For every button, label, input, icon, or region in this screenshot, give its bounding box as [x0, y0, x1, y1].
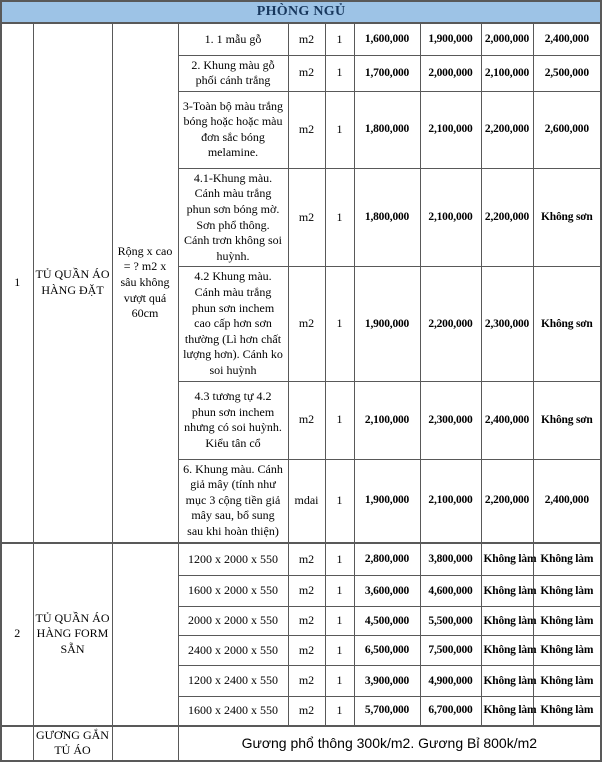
quantity-cell: 1 — [325, 576, 354, 607]
price-cell: 3,600,000 — [354, 576, 420, 607]
price-cell: 2,200,000 — [420, 267, 481, 381]
item-name-cell: GƯƠNG GẮN TỦ ÁO — [33, 726, 112, 761]
price-cell: 1,900,000 — [354, 267, 420, 381]
price-cell: 4,500,000 — [354, 607, 420, 636]
unit-cell: m2 — [288, 697, 325, 726]
stt-cell: 2 — [1, 543, 33, 726]
price-cell: 2,100,000 — [354, 381, 420, 459]
price-cell: Không làm — [481, 576, 533, 607]
price-cell: Không làm — [533, 636, 601, 666]
table-row — [1, 23, 601, 55]
price-cell: Không làm — [533, 666, 601, 697]
price-cell: 2,200,000 — [481, 459, 533, 542]
unit-cell: m2 — [288, 267, 325, 381]
size-spec-cell — [112, 543, 178, 726]
item-name-cell: TỦ QUẦN ÁO HÀNG FORM SẴN — [33, 543, 112, 726]
quantity-cell: 1 — [325, 459, 354, 542]
price-cell: Không làm — [533, 697, 601, 726]
price-cell: 1,700,000 — [354, 55, 420, 91]
quantity-cell: 1 — [325, 666, 354, 697]
description-cell: 6. Khung màu. Cánh giả mây (tính như mục 3 cộng tiền giả mây sau, bổ sung sau khi hoàn thiện) — [178, 459, 288, 542]
price-cell: 2,200,000 — [481, 168, 533, 267]
price-cell: 6,700,000 — [420, 697, 481, 726]
unit-cell: m2 — [288, 381, 325, 459]
price-cell: 3,900,000 — [354, 666, 420, 697]
stt-cell: 1 — [1, 23, 33, 542]
unit-cell: m2 — [288, 23, 325, 55]
price-cell: Không làm — [481, 607, 533, 636]
unit-cell: m2 — [288, 666, 325, 697]
price-cell: 2,100,000 — [420, 459, 481, 542]
unit-cell: mdai — [288, 459, 325, 542]
size-spec-cell — [112, 726, 178, 761]
price-cell: 1,900,000 — [354, 459, 420, 542]
price-cell: 4,900,000 — [420, 666, 481, 697]
unit-cell: m2 — [288, 636, 325, 666]
price-cell: 2,300,000 — [420, 381, 481, 459]
table-title-row — [1, 1, 601, 23]
price-cell: Không sơn — [533, 267, 601, 381]
price-cell: 2,200,000 — [481, 91, 533, 168]
description-cell: 3-Toàn bộ màu trắng bóng hoặc hoặc màu đơn sắc bóng melamine. — [178, 91, 288, 168]
price-cell: 2,300,000 — [481, 267, 533, 381]
price-cell: 2,100,000 — [481, 55, 533, 91]
price-cell: Không sơn — [533, 168, 601, 267]
price-cell: 2,000,000 — [420, 55, 481, 91]
description-cell: 1200 x 2400 x 550 — [178, 666, 288, 697]
price-cell: 6,500,000 — [354, 636, 420, 666]
quantity-cell: 1 — [325, 697, 354, 726]
size-spec-cell: Rộng x cao = ? m2 x sâu không vượt quá 60cm — [112, 23, 178, 542]
quantity-cell: 1 — [325, 543, 354, 576]
price-cell: 2,400,000 — [533, 459, 601, 542]
price-cell: 2,100,000 — [420, 168, 481, 267]
price-cell: 1,600,000 — [354, 23, 420, 55]
price-cell: 3,800,000 — [420, 543, 481, 576]
price-cell: 2,400,000 — [533, 23, 601, 55]
quantity-cell: 1 — [325, 607, 354, 636]
description-cell: 4.3 tương tự 4.2 phun sơn inchem nhưng có soi huỳnh. Kiểu tân cổ — [178, 381, 288, 459]
quantity-cell: 1 — [325, 381, 354, 459]
table-row — [1, 543, 601, 576]
price-cell: 2,600,000 — [533, 91, 601, 168]
price-cell: 5,700,000 — [354, 697, 420, 726]
price-cell: 1,800,000 — [354, 168, 420, 267]
description-cell: 2000 x 2000 x 550 — [178, 607, 288, 636]
unit-cell: m2 — [288, 607, 325, 636]
description-cell: 2400 x 2000 x 550 — [178, 636, 288, 666]
unit-cell: m2 — [288, 91, 325, 168]
price-cell: Không làm — [481, 697, 533, 726]
quantity-cell: 1 — [325, 267, 354, 381]
price-cell: 1,800,000 — [354, 91, 420, 168]
quantity-cell: 1 — [325, 55, 354, 91]
mirror-note-cell: Gương phổ thông 300k/m2. Gương Bỉ 800k/m2 — [178, 726, 601, 761]
unit-cell: m2 — [288, 55, 325, 91]
price-cell: Không làm — [533, 607, 601, 636]
quantity-cell: 1 — [325, 636, 354, 666]
price-cell: 4,600,000 — [420, 576, 481, 607]
unit-cell: m2 — [288, 576, 325, 607]
price-cell: 2,800,000 — [354, 543, 420, 576]
price-cell: Không làm — [481, 636, 533, 666]
page-title: PHÒNG NGỦ — [1, 1, 601, 23]
description-cell: 1200 x 2000 x 550 — [178, 543, 288, 576]
item-name-cell: TỦ QUẦN ÁO HÀNG ĐẶT — [33, 23, 112, 542]
price-cell: 2,400,000 — [481, 381, 533, 459]
price-cell: 7,500,000 — [420, 636, 481, 666]
price-cell: Không làm — [533, 543, 601, 576]
mirror-row — [1, 726, 601, 761]
price-cell: Không làm — [533, 576, 601, 607]
price-cell: Không làm — [481, 543, 533, 576]
unit-cell: m2 — [288, 543, 325, 576]
price-cell: 1,900,000 — [420, 23, 481, 55]
price-cell: 2,100,000 — [420, 91, 481, 168]
description-cell: 1600 x 2000 x 550 — [178, 576, 288, 607]
stt-cell — [1, 726, 33, 761]
price-cell: 2,500,000 — [533, 55, 601, 91]
description-cell: 4.1-Khung màu. Cánh màu trắng phun sơn bóng mờ. Sơn phổ thông. Cánh trơn không soi huỳnh. — [178, 168, 288, 267]
price-cell: Không làm — [481, 666, 533, 697]
quantity-cell: 1 — [325, 23, 354, 55]
quantity-cell: 1 — [325, 168, 354, 267]
description-cell: 2. Khung màu gỗ phối cánh trắng — [178, 55, 288, 91]
quantity-cell: 1 — [325, 91, 354, 168]
price-cell: Không sơn — [533, 381, 601, 459]
description-cell: 4.2 Khung màu. Cánh màu trắng phun sơn inchem cao cấp hơn sơn thường (Lì hơn chất lượng hơn). Cánh ko soi huỳnh — [178, 267, 288, 381]
description-cell: 1. 1 mẫu gỗ — [178, 23, 288, 55]
price-cell: 2,000,000 — [481, 23, 533, 55]
description-cell: 1600 x 2400 x 550 — [178, 697, 288, 726]
price-cell: 5,500,000 — [420, 607, 481, 636]
unit-cell: m2 — [288, 168, 325, 267]
